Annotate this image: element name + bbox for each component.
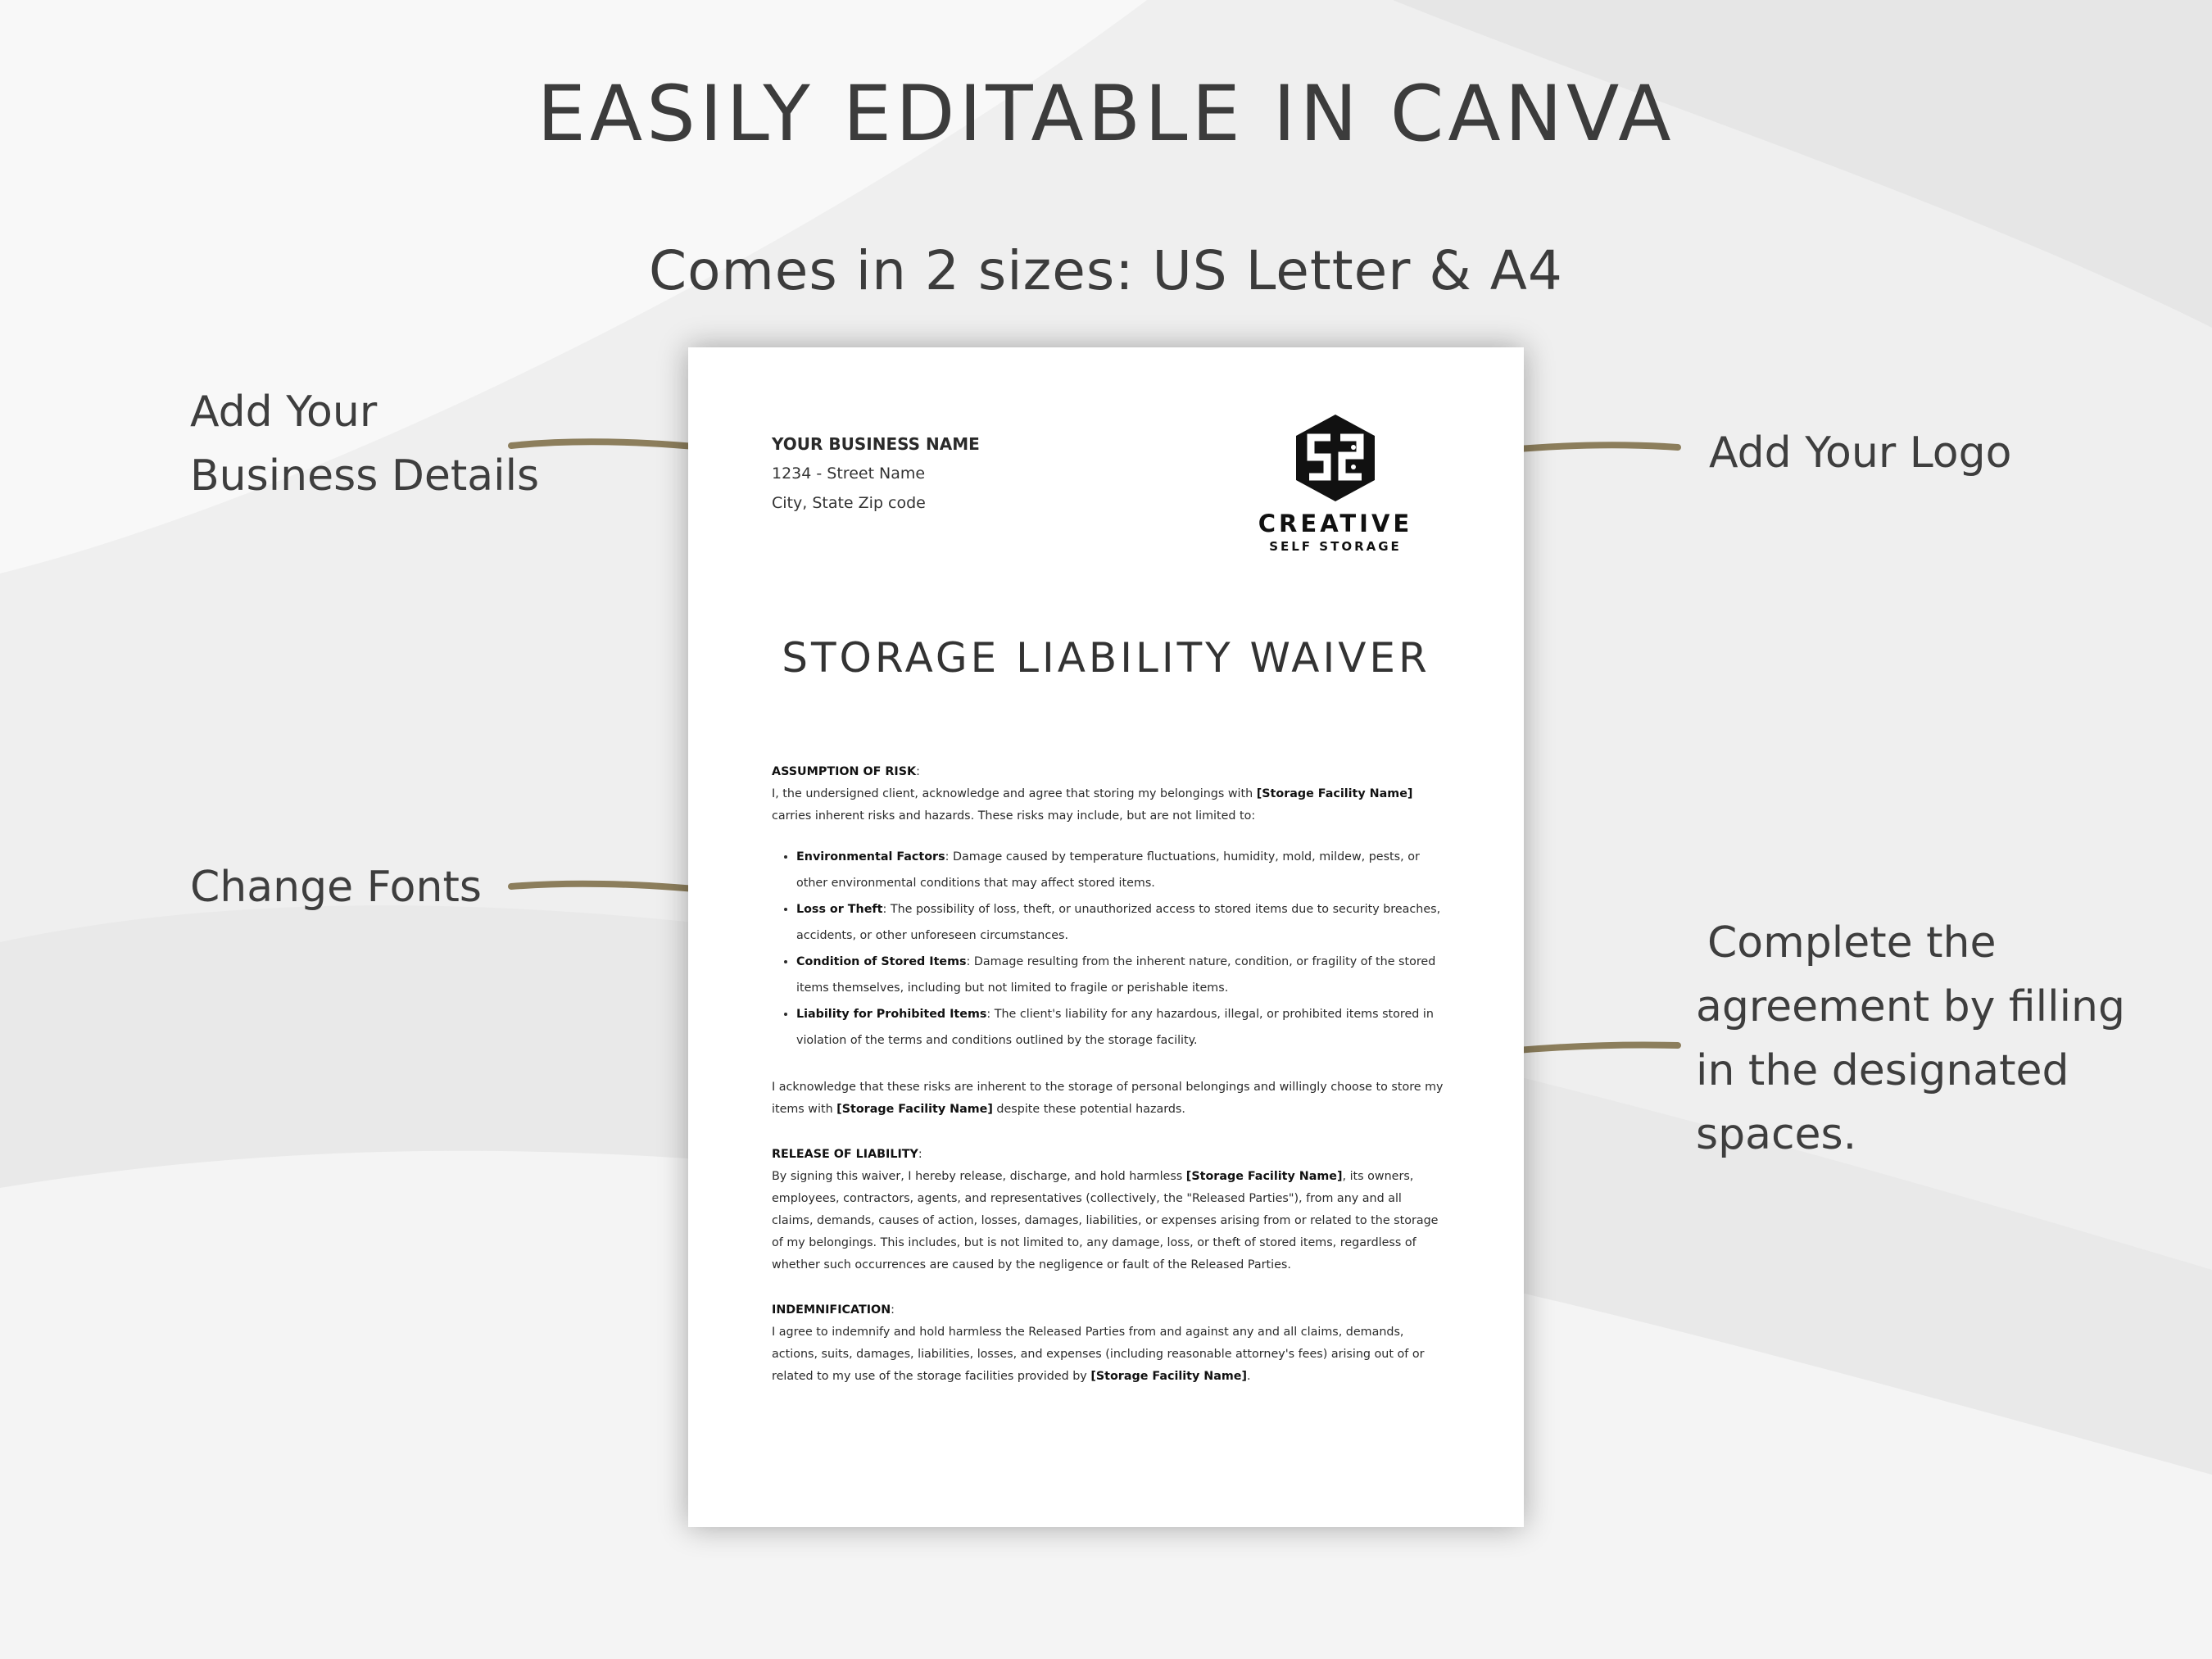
list-item: • Environmental Factors: Damage caused by temperature fluctuations, humidity, mold, mildew, pests, or other environmental conditions that may affect stored items.: [796, 844, 1444, 896]
note-line: in the designated: [1696, 1046, 2069, 1095]
business-details: [772, 429, 980, 518]
list-item: • Condition of Stored Items: Damage resulting from the inherent nature, condition, or fragility of the stored items themselves, including but not limited to fragile or perishable items.: [796, 949, 1444, 1001]
section-heading: ASSUMPTION OF RISK:: [772, 765, 920, 778]
note-line: spaces.: [1696, 1110, 1857, 1159]
note-fonts: Change Fonts: [190, 863, 482, 912]
paragraph: I acknowledge that these risks are inherent to the storage of personal belongings and willingly choose to store my items with [Storage Facility Name] despite these potential hazards.: [772, 1081, 1444, 1116]
subheadline: Comes in 2 sizes: US Letter & A4: [649, 239, 1563, 302]
note-line: Complete the: [1707, 918, 1997, 968]
paragraph: By signing this waiver, I hereby release, discharge, and hold harmless [Storage Facility Name], its owners, employees, contractors, agents, and representatives (collectively, the "Released Parties"), from any and all claims, demands, causes of action, losses, damages, liabilities, or expenses arising from or related to the storage of my belongings. This includes, but is not limited to, any damage, loss, or theft of stored items, regardless of whether such occurrences are caused by the negligence or fault of the Released Parties.: [772, 1170, 1439, 1271]
list-item: • Loss or Theft: The possibility of loss, theft, or unauthorized access to stored items due to security breaches, accidents, or other unforeseen circumstances.: [796, 896, 1444, 949]
note-line: agreement by filling: [1696, 982, 2125, 1031]
logo-mark-icon: [1293, 413, 1378, 503]
note-business-details: [190, 380, 539, 508]
risk-list: [772, 844, 1444, 1054]
note-line: Add Your: [190, 388, 378, 437]
note-complete: [1696, 911, 2125, 1167]
business-street: 1234 - Street Name: [772, 465, 926, 483]
document-title: STORAGE LIABILITY WAIVER: [782, 634, 1430, 682]
logo-sub: SELF STORAGE: [1269, 539, 1402, 554]
business-name: YOUR BUSINESS NAME: [772, 434, 980, 454]
business-city: City, State Zip code: [772, 494, 926, 512]
section-heading: RELEASE OF LIABILITY:: [772, 1148, 922, 1161]
note-line: Business Details: [190, 451, 540, 501]
list-item: • Liability for Prohibited Items: The client's liability for any hazardous, illegal, or prohibited items stored in violation of the terms and conditions outlined by the storage facility.: [796, 1001, 1444, 1054]
document-preview: [688, 347, 1524, 1527]
note-logo: Add Your Logo: [1709, 428, 2012, 478]
paragraph: I agree to indemnify and hold harmless the Released Parties from and against any and all claims, demands, actions, suits, damages, liabilities, losses, and expenses (including reasonable attorney's fees) arising out of or related to my use of the storage facilities provided by [Storage Facility Name].: [772, 1326, 1425, 1383]
logo: [1253, 413, 1417, 554]
headline: EASILY EDITABLE IN CANVA: [537, 70, 1675, 159]
paragraph: I, the undersigned client, acknowledge and agree that storing my belongings with [Storage Facility Name] carries inherent risks and hazards. These risks may include, but are not limited to:: [772, 787, 1413, 823]
document-body: [772, 761, 1444, 1388]
section-heading: INDEMNIFICATION:: [772, 1303, 895, 1317]
logo-brand: CREATIVE: [1258, 510, 1413, 537]
